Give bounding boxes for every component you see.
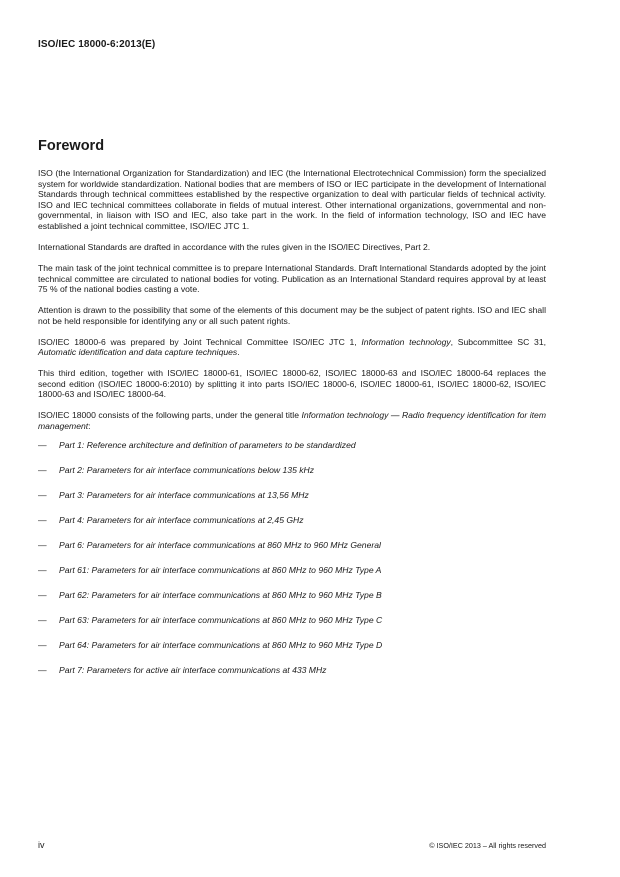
part-title: Part 62: Parameters for air interface communications at 860 MHz to 960 MHz Type B <box>59 590 382 601</box>
parts-intro-end: : <box>88 421 91 432</box>
list-item <box>38 540 546 565</box>
parts-general-title: Information technology — Radio frequency identification for item management <box>38 410 546 432</box>
list-item <box>38 440 546 465</box>
paragraph-prepared-by <box>38 337 546 358</box>
prepared-by-subcommittee: , Subcommittee SC 31, <box>450 336 546 347</box>
list-dash: — <box>38 489 47 500</box>
part-title: Part 64: Parameters for air interface communications at 860 MHz to 960 MHz Type D <box>59 640 383 651</box>
paragraph-organizations: ISO (the International Organization for Standardization) and IEC (the International Electrotechnical Commission) form the specialized system for worldwide standardization. National bodies that are members of ISO or IEC participate in the development of International Standards through technical committees established by the respective organization to deal with particular fields of technical activity. ISO and IEC technical committees collaborate in fields of mutual interest. Other international organizations, governmental and non-governmental, in liaison with ISO and IEC, also take part in the work. In the field of information technology, ISO and IEC have established a joint technical committee, ISO/IEC JTC 1. <box>38 168 546 231</box>
part-title: Part 63: Parameters for air interface communications at 860 MHz to 960 MHz Type C <box>59 615 383 626</box>
page-title: Foreword <box>38 138 105 154</box>
list-dash: — <box>38 439 47 450</box>
part-title: Part 6: Parameters for air interface communications at 860 MHz to 960 MHz General <box>59 540 381 550</box>
copyright-notice: © ISO/IEC 2013 – All rights reserved <box>429 841 546 850</box>
list-item <box>38 565 546 590</box>
part-title: Part 4: Parameters for air interface communications at 2,45 GHz <box>59 514 304 525</box>
document-reference: ISO/IEC 18000-6:2013(E) <box>38 39 156 50</box>
paragraph-parts-intro <box>38 410 546 431</box>
prepared-by-title: Information technology <box>361 336 451 347</box>
part-title: Part 7: Parameters for active air interface communications at 433 MHz <box>59 665 327 676</box>
part-title: Part 61: Parameters for air interface communications at 860 MHz to 960 MHz Type A <box>59 565 382 576</box>
list-item <box>38 515 546 540</box>
list-dash: — <box>38 665 47 676</box>
part-title: Part 3: Parameters for air interface communications at 13,56 MHz <box>59 489 309 500</box>
list-dash: — <box>38 615 47 626</box>
part-title: Part 1: Reference architecture and definition of parameters to be standardized <box>59 439 356 450</box>
list-item <box>38 640 546 665</box>
prepared-by-subcommittee-title: Automatic identification and data capture techniques <box>38 347 238 358</box>
list-item <box>38 465 546 490</box>
list-dash: — <box>38 464 47 475</box>
document-body <box>38 168 546 691</box>
list-dash: — <box>38 590 47 601</box>
paragraph-drafting-rules: International Standards are drafted in accordance with the rules given in the ISO/IEC Directives, Part 2. <box>38 241 431 252</box>
list-item <box>38 590 546 615</box>
list-dash: — <box>38 640 47 651</box>
prepared-by-end: . <box>237 347 240 358</box>
list-dash: — <box>38 540 47 550</box>
parts-intro-text: ISO/IEC 18000 consists of the following parts, under the general title <box>38 410 302 421</box>
parts-list <box>38 440 546 691</box>
prepared-by-text: ISO/IEC 18000-6 was prepared by Joint Technical Committee ISO/IEC JTC 1, <box>38 336 362 347</box>
list-item <box>38 665 546 690</box>
page-number: iv <box>38 840 45 850</box>
list-item <box>38 490 546 515</box>
part-title: Part 2: Parameters for air interface communications below 135 kHz <box>59 464 315 475</box>
paragraph-patent-rights: Attention is drawn to the possibility that some of the elements of this document may be the subject of patent rights. ISO and IEC shall not be held responsible for identifying any or all such patent rights. <box>38 305 546 326</box>
paragraph-edition: This third edition, together with ISO/IEC 18000-61, ISO/IEC 18000-62, ISO/IEC 18000-63 and ISO/IEC 18000-64 replaces the second edition (ISO/IEC 18000-6:2010) by splitting it into parts ISO/IEC 18000-6, ISO/IEC 18000-61, ISO/IEC 18000-62, ISO/IEC 18000-63 and ISO/IEC 18000-64. <box>38 368 546 400</box>
paragraph-committee-task: The main task of the joint technical committee is to prepare International Standards. Draft International Standards adopted by the joint technical committee are circulated to national bodies for voting. Publication as an International Standard requires approval by at least 75 % of the national bodies casting a vote. <box>38 262 546 295</box>
list-dash: — <box>38 514 47 525</box>
list-item <box>38 615 546 640</box>
list-dash: — <box>38 565 47 576</box>
